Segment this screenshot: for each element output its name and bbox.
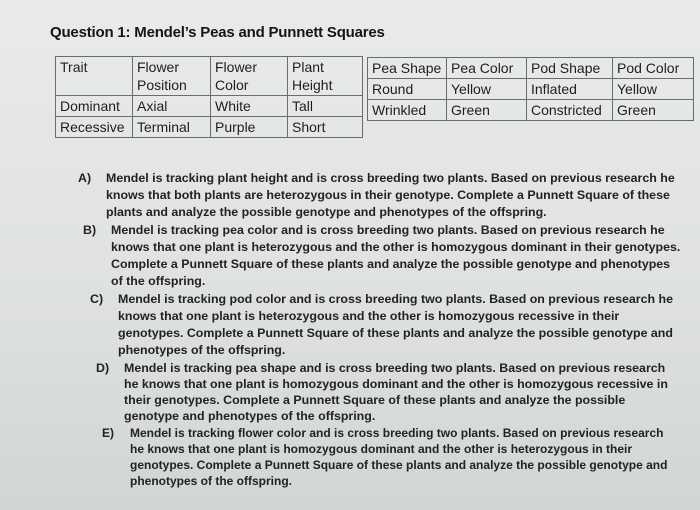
table-cell: Pod Color (613, 58, 694, 79)
table-cell: Pea Shape (368, 58, 447, 79)
question-list (78, 170, 681, 490)
table-cell: Constricted (527, 100, 613, 121)
table-cell: Axial (133, 96, 211, 117)
table-cell: Inflated (527, 79, 613, 100)
question-item (96, 360, 669, 424)
table-cell: Terminal (133, 117, 211, 138)
question-label: D) (96, 361, 110, 375)
traits-table-left (55, 56, 363, 138)
question-label: E) (102, 426, 114, 440)
question-text: Mendel is tracking flower color and is cross breeding two plants. Based on previous research he knows that one plant is homozygous dominant and the other is heterozygous in their genotypes. Complete a Punnett Square of these plants and analyze the possible genotype and phenotypes of the offspring. (130, 426, 668, 488)
question-label: C) (90, 292, 104, 306)
table-cell: Pea Color (447, 58, 527, 79)
table-row (56, 117, 363, 138)
question-text: Mendel is tracking pea shape and is cross breeding two plants. Based on previous research he knows that one plant is homozygous dominant and the other is homozygous recessive in their genotypes. Complete a Punnett Square of these plants and analyze the possible genotype and phenotypes of the offspring. (124, 361, 668, 423)
table-cell: Purple (211, 117, 288, 138)
table-cell: Short (288, 117, 363, 138)
table-cell: Yellow (613, 79, 694, 100)
table-row (368, 79, 694, 100)
question-item (90, 291, 678, 359)
table-row (368, 58, 694, 79)
table-cell: Plant Height (288, 57, 363, 96)
table-cell: Flower Color (211, 57, 288, 96)
table-cell: Round (368, 79, 447, 100)
table-cell: Recessive (56, 117, 133, 138)
table-cell: Trait (56, 57, 133, 96)
question-text: Mendel is tracking pod color and is cross breeding two plants. Based on previous research he knows that one plant is heterozygous and the other is homozygous recessive in their genotypes. Complete a Punnett Square of these plants and analyze the possible genotype and phenotypes of the offspring. (118, 292, 673, 357)
table-row (56, 96, 363, 117)
question-label: B) (83, 223, 97, 237)
table-cell: Dominant (56, 96, 133, 117)
question-item (78, 170, 678, 221)
table-cell: Wrinkled (368, 100, 447, 121)
table-cell: Green (613, 100, 694, 121)
question-item (83, 222, 681, 290)
table-cell: Pod Shape (527, 58, 613, 79)
traits-table-right (367, 57, 694, 121)
table-cell: White (211, 96, 288, 117)
question-label: A) (78, 171, 92, 185)
question-text: Mendel is tracking pea color and is cross breeding two plants. Based on previous research he knows that one plant is heterozygous and the other is homozygous dominant in their genotypes. Complete a Punnett Square of these plants and analyze the possible genotype and phenotypes of the offspring. (111, 223, 681, 288)
table-cell: Flower Position (133, 57, 211, 96)
table-cell: Green (447, 100, 527, 121)
question-text: Mendel is tracking plant height and is cross breeding two plants. Based on previous research he knows that both plants are heterozygous in their genotype. Complete a Punnett Square of these plants and analyze the possible genotype and phenotypes of the offspring. (106, 171, 675, 219)
table-row (368, 100, 694, 121)
question-item (102, 425, 670, 489)
table-row (56, 57, 363, 96)
table-cell: Yellow (447, 79, 527, 100)
page-title: Question 1: Mendel’s Peas and Punnett Squares (50, 24, 385, 41)
table-cell: Tall (288, 96, 363, 117)
